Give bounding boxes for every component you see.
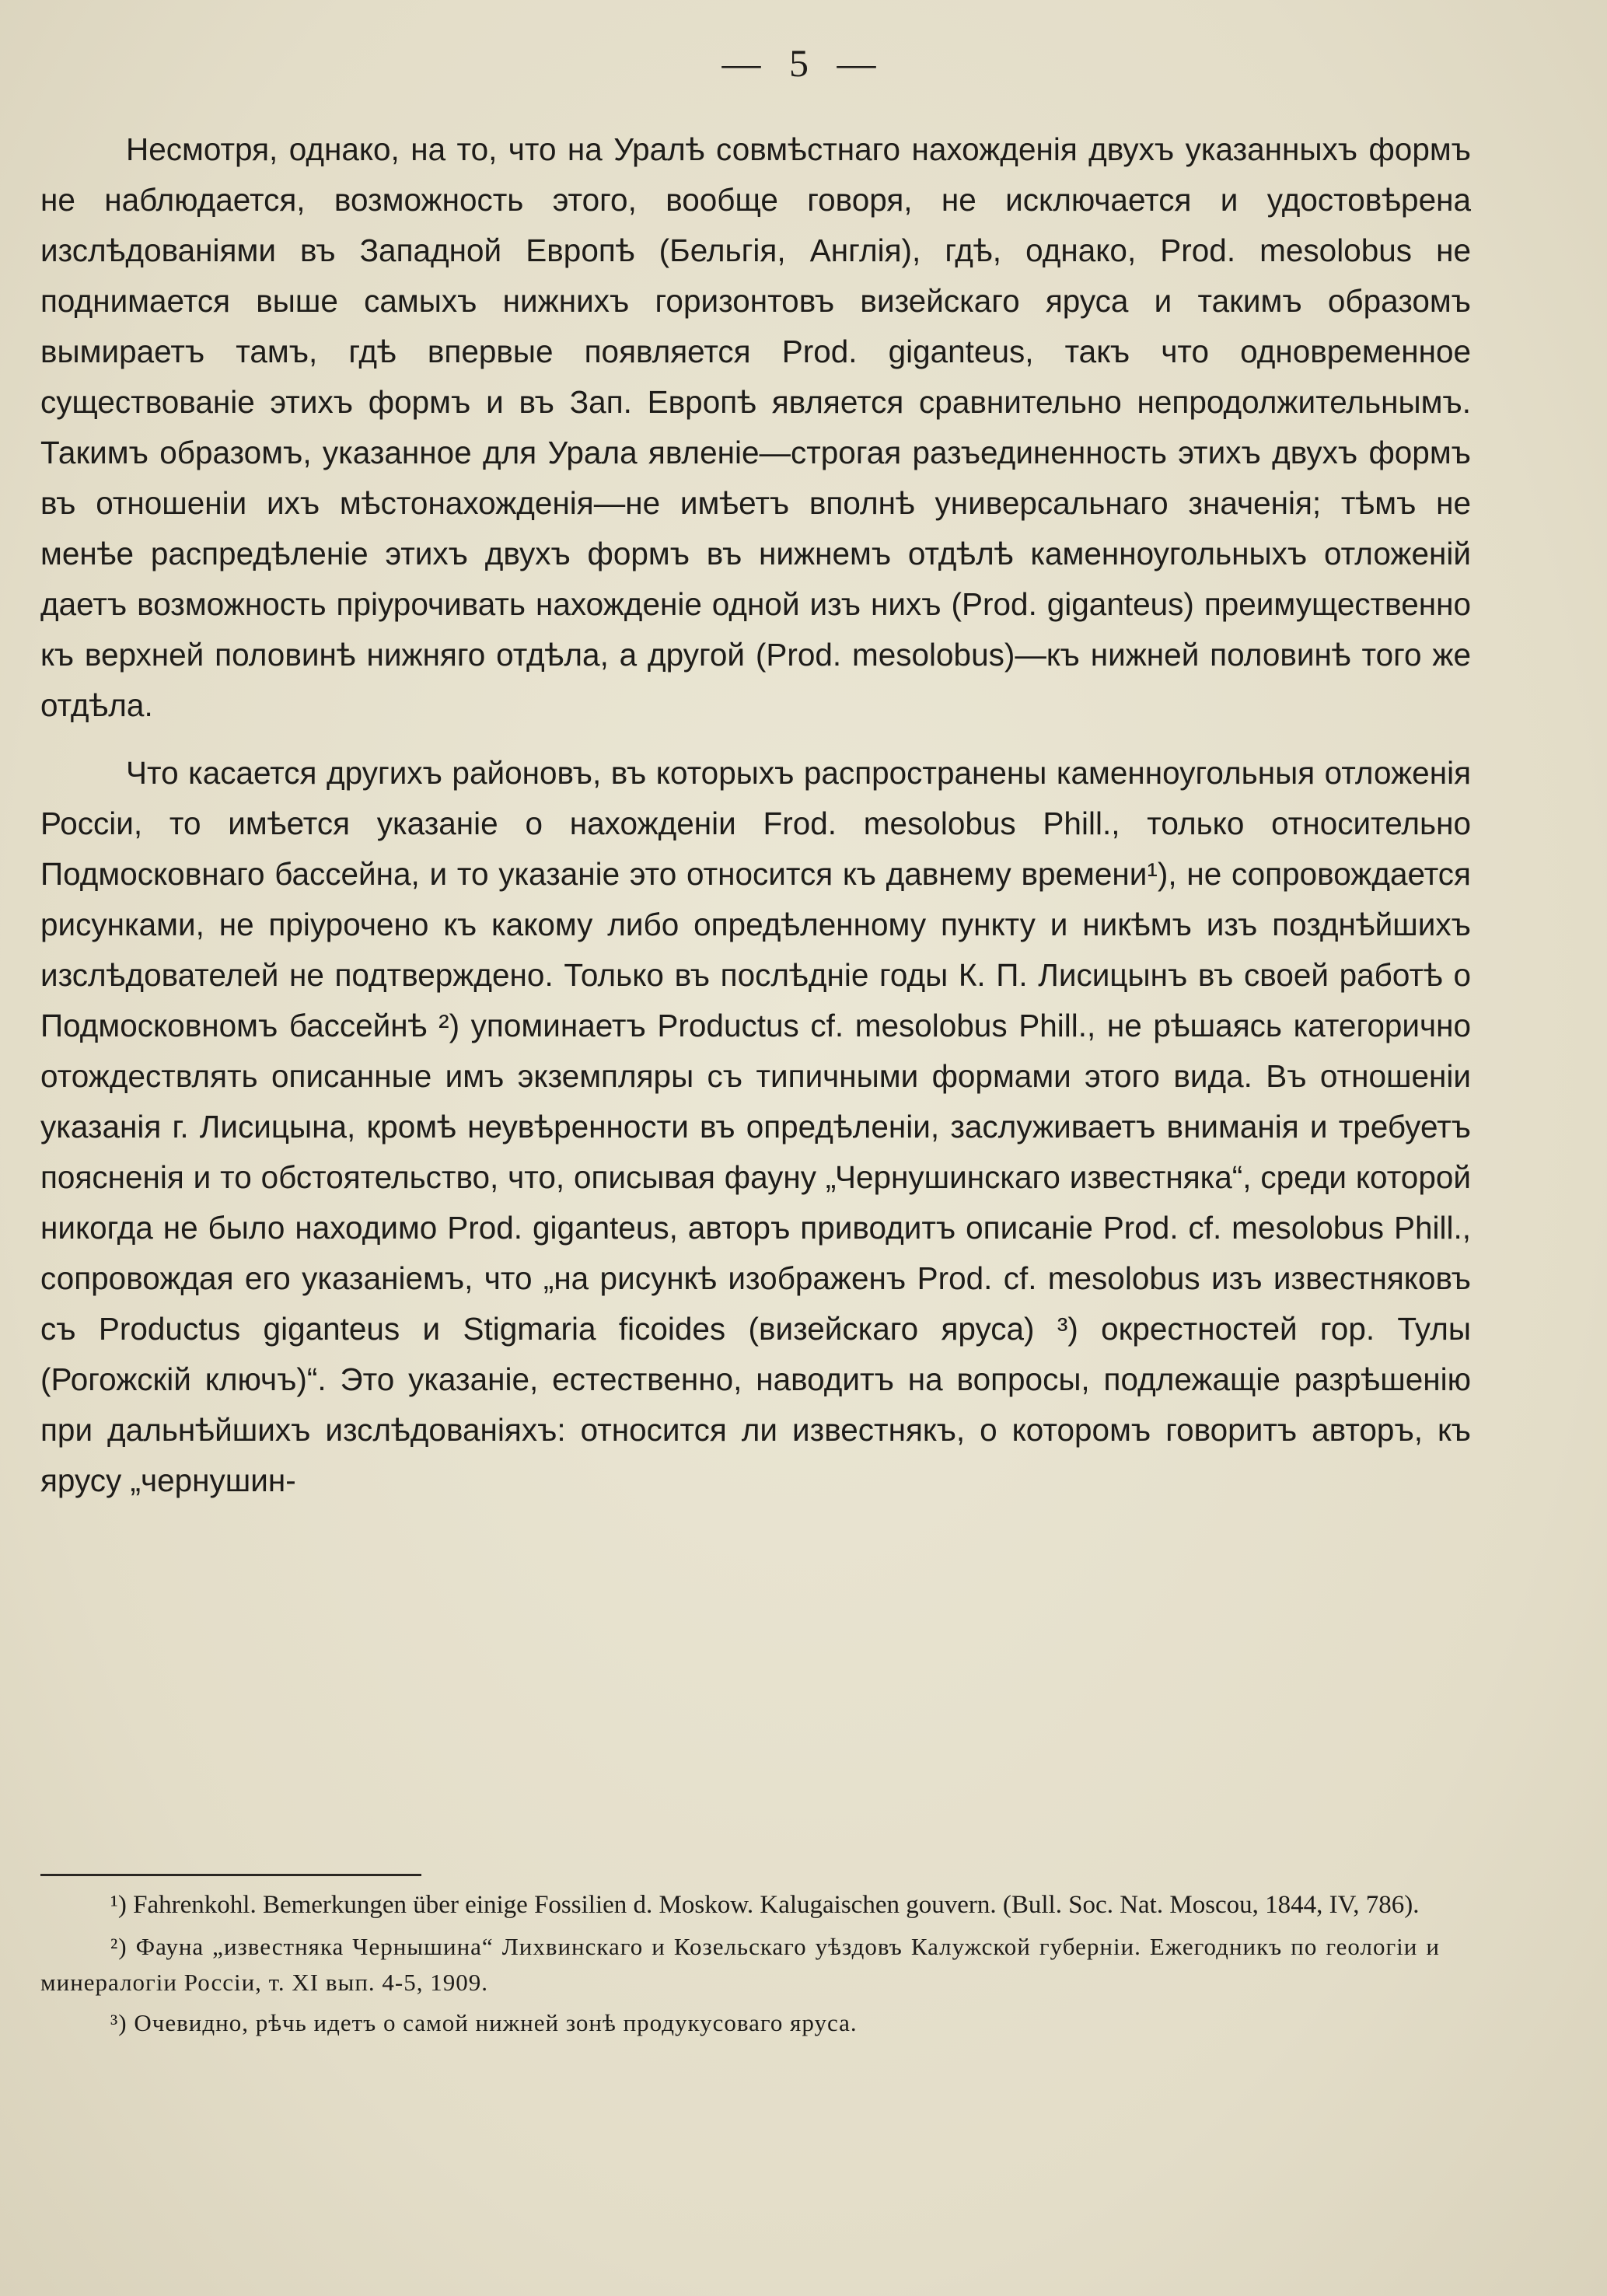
footnote-3: ³) Очевидно, рѣчь идетъ о самой нижней зонѣ продукусоваго яруса. [110,2009,858,2036]
page-number: — 5 — [721,41,886,85]
footnote-2: ²) Фауна „известняка Чернышина“ Лихвинскаго и Козельскаго уѣздовъ Калужской губерніи. Ежегодникъ по геологіи и минералогіи Россіи, т. XI вып. 4-5, 1909. [40,1933,1440,1996]
main-text [40,124,1471,1523]
footnote-divider [40,1874,421,1876]
paragraph-2: Что касается другихъ районовъ, въ которыхъ распространены каменноугольныя отложенія Россіи, то имѣется указаніе о нахожденіи Frod. mesolobus Phill., только относительно Подмосковнаго бассейна, и то указаніе это относится къ давнему времени¹), не сопровождается рисунками, не пріурочено къ какому либо опредѣленному пункту и никѣмъ изъ позднѣйшихъ изслѣдователей не подтверждено. Только въ послѣдніе годы К. П. Лисицынъ въ своей работѣ о Подмосковномъ бассейнѣ ²) упоминаетъ Productus cf. mesolobus Phill., не рѣшаясь категорично отождествлять описанные имъ экземпляры съ типичными формами этого вида. Въ отношеніи указанія г. Лисицына, кромѣ неувѣренности въ опредѣленіи, заслуживаетъ вниманія и требуетъ поясненія и то обстоятельство, что, описывая фауну „Чернушинскаго известняка“, среди которой никогда не было находимо Prod. giganteus, авторъ приводитъ описаніе Prod. cf. mesolobus Phill., сопровождая его указаніемъ, что „на рисункѣ изображенъ Prod. cf. mesolobus изъ известняковъ съ Productus giganteus и Stigmaria ficoides (визейскаго яруса) ³) окрестностей гор. Тулы (Рогожскій ключъ)“. Это указаніе, естественно, наводитъ на вопросы, подлежащіе разрѣшенію при дальнѣйшихъ изслѣдованіяхъ: относится ли известнякъ, о которомъ говоритъ авторъ, къ ярусу „чернушин- [40,755,1471,1498]
footnote-1: ¹) Fahrenkohl. Bemerkungen über einige Fossilien d. Moskow. Kalugaischen gouvern. (Bull. Soc. Nat. Moscou, 1844, IV, 786). [110,1891,1420,1919]
footnotes [40,1885,1440,2046]
paragraph-1: Несмотря, однако, на то, что на Уралѣ совмѣстнаго нахожденія двухъ указанныхъ формъ не наблюдается, возможность этого, вообще говоря, не исключается и удостовѣрена изслѣдованіями въ Западной Европѣ (Бельгія, Англія), гдѣ, однако, Prod. mesolobus не поднимается выше самыхъ нижнихъ горизонтовъ визейскаго яруса и такимъ образомъ вымираетъ тамъ, гдѣ впервые появляется Prod. giganteus, такъ что одновременное существованіе этихъ формъ и въ Зап. Европѣ является сравнительно непродолжительнымъ. Такимъ образомъ, указанное для Урала явленіе—строгая разъединенность этихъ двухъ формъ въ отношеніи ихъ мѣстонахожденія—не имѣетъ вполнѣ универсальнаго значенія; тѣмъ не менѣе распредѣленіе этихъ двухъ формъ въ нижнемъ отдѣлѣ каменноугольныхъ отложеній даетъ возможность пріурочивать нахожденіе одной изъ нихъ (Prod. giganteus) преимущественно къ верхней половинѣ нижняго отдѣла, а другой (Prod. mesolobus)—къ нижней половинѣ того же отдѣла. [40,131,1471,723]
